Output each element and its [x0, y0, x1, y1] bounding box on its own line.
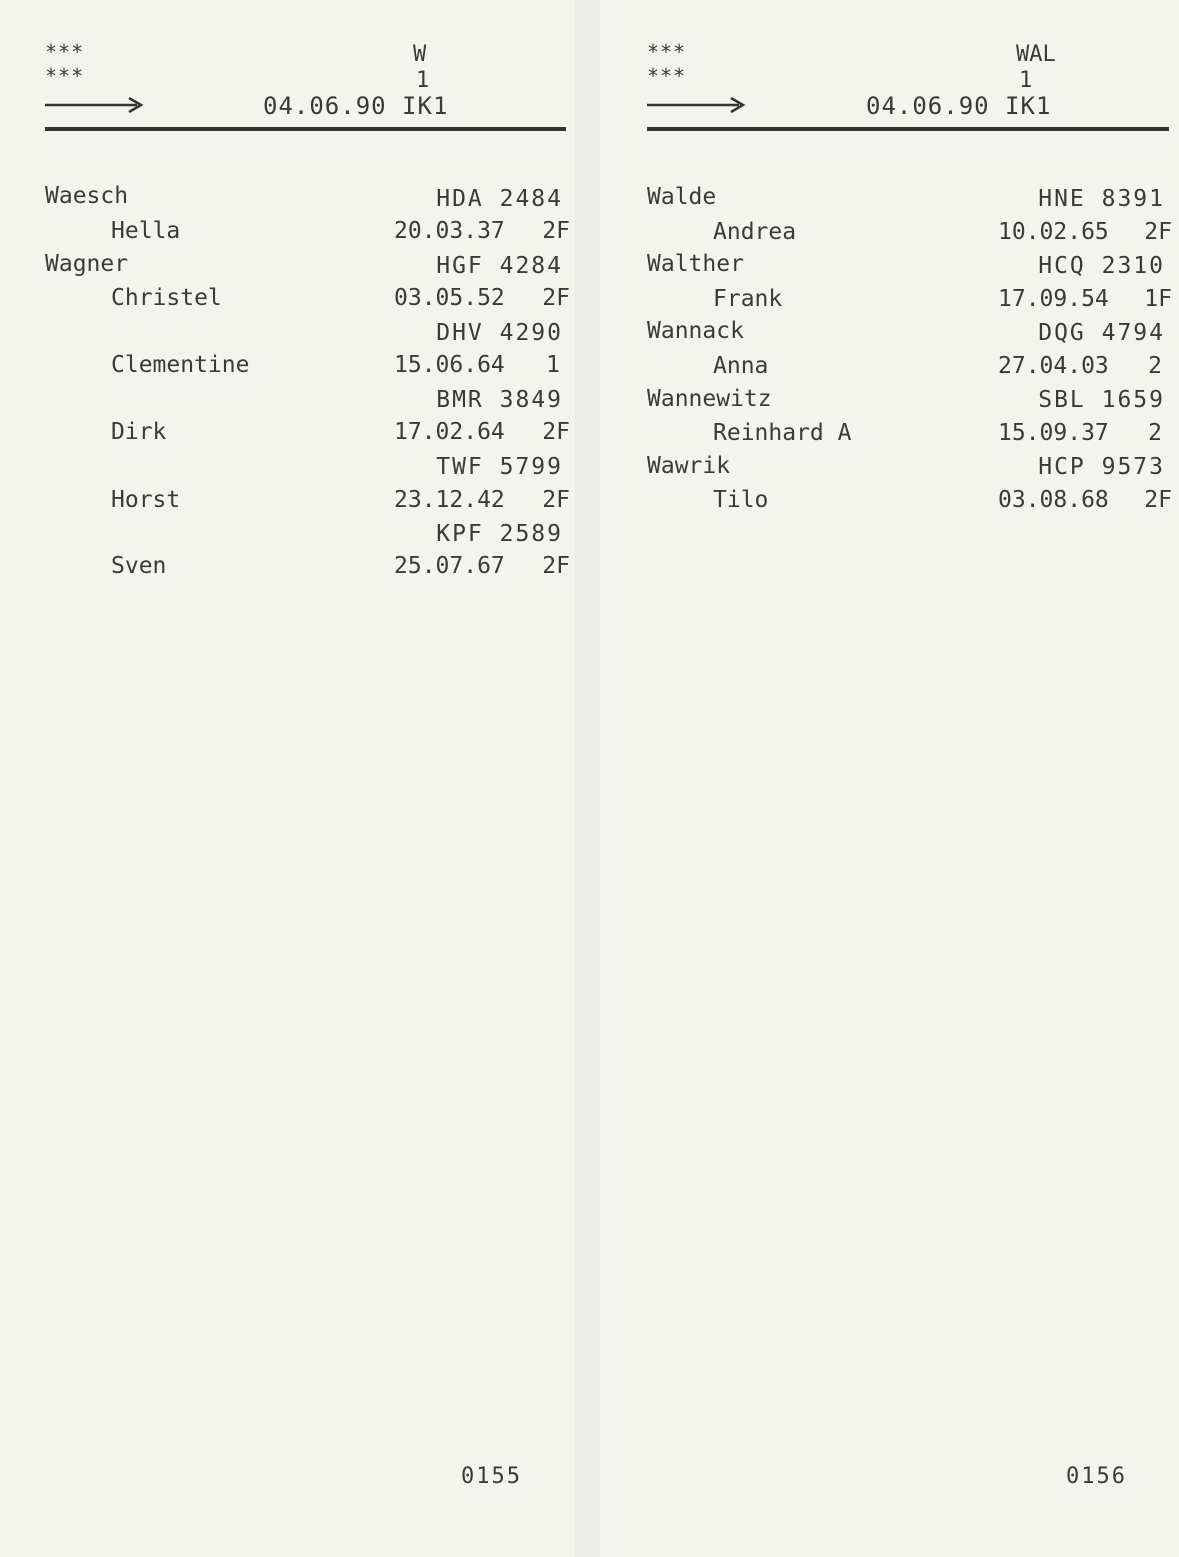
header-date: 04.06.90	[263, 92, 387, 120]
class-code: 2	[1148, 353, 1162, 379]
given-name: Andrea	[713, 219, 797, 245]
given-name: Anna	[713, 353, 769, 379]
record-code: HCP 9573	[1038, 454, 1165, 480]
record-code: SBL 1659	[1038, 387, 1165, 413]
header-date: 04.06.90	[866, 92, 990, 120]
record-code: KPF 2589	[436, 521, 563, 547]
header-date-code	[866, 94, 1051, 118]
record-code: HCQ 2310	[1038, 253, 1165, 279]
header-code: IK1	[1005, 92, 1052, 120]
class-code: 1	[546, 352, 560, 378]
birth-date: 10.02.65	[998, 219, 1109, 245]
class-code: 2F	[1144, 219, 1172, 245]
surname: Walde	[647, 184, 717, 210]
birth-date: 27.04.03	[998, 353, 1109, 379]
arrow-right-icon	[45, 94, 145, 116]
given-name: Tilo	[713, 487, 769, 513]
given-name: Clementine	[111, 352, 250, 378]
record-code: DHV 4290	[436, 320, 563, 346]
class-code: 2F	[542, 218, 570, 244]
surname: Wawrik	[647, 453, 731, 479]
header-number: 1	[416, 68, 430, 93]
class-code: 2	[1148, 420, 1162, 446]
record-code: HNE 8391	[1038, 186, 1165, 212]
class-code: 2F	[542, 419, 570, 445]
record-code: DQG 4794	[1038, 320, 1165, 346]
birth-date: 17.02.64	[394, 419, 505, 445]
header-rule	[45, 127, 566, 131]
surname: Wagner	[45, 251, 129, 277]
given-name: Christel	[111, 285, 222, 311]
header-rule	[647, 127, 1169, 131]
given-name: Sven	[111, 553, 167, 579]
surname: Walther	[647, 251, 744, 277]
header-stars: ***	[647, 64, 687, 88]
given-name: Hella	[111, 218, 181, 244]
given-name: Horst	[111, 487, 181, 513]
class-code: 1F	[1144, 286, 1172, 312]
given-name: Dirk	[111, 419, 167, 445]
register-page-right	[600, 0, 1179, 1557]
record-code: TWF 5799	[436, 454, 563, 480]
page-number: 0155	[461, 1464, 522, 1489]
birth-date: 17.09.54	[998, 286, 1109, 312]
given-name: Reinhard A	[713, 420, 852, 446]
page-number: 0156	[1066, 1464, 1127, 1489]
class-code: 2F	[542, 285, 570, 311]
birth-date: 03.08.68	[998, 487, 1109, 513]
birth-date: 03.05.52	[394, 285, 505, 311]
given-name: Frank	[713, 286, 783, 312]
record-code: HGF 4284	[436, 253, 563, 279]
birth-date: 15.06.64	[394, 352, 505, 378]
header-stars: ***	[45, 40, 85, 64]
header-stars: ***	[647, 40, 687, 64]
surname: Wannack	[647, 318, 744, 344]
record-code: HDA 2484	[436, 186, 563, 212]
birth-date: 20.03.37	[394, 218, 505, 244]
class-code: 2F	[1144, 487, 1172, 513]
class-code: 2F	[542, 487, 570, 513]
surname: Waesch	[45, 183, 129, 209]
birth-date: 23.12.42	[394, 487, 505, 513]
page-gap	[575, 0, 600, 1557]
header-stars: ***	[45, 64, 85, 88]
class-code: 2F	[542, 553, 570, 579]
header-date-code	[263, 94, 448, 118]
surname: Wannewitz	[647, 386, 772, 412]
header-letter: W	[413, 42, 427, 67]
header-letter: WAL	[1016, 42, 1056, 67]
record-code: BMR 3849	[436, 387, 563, 413]
register-page-left	[0, 0, 575, 1557]
header-number: 1	[1019, 68, 1033, 93]
birth-date: 15.09.37	[998, 420, 1109, 446]
arrow-right-icon	[647, 94, 747, 116]
birth-date: 25.07.67	[394, 553, 505, 579]
header-code: IK1	[402, 92, 449, 120]
